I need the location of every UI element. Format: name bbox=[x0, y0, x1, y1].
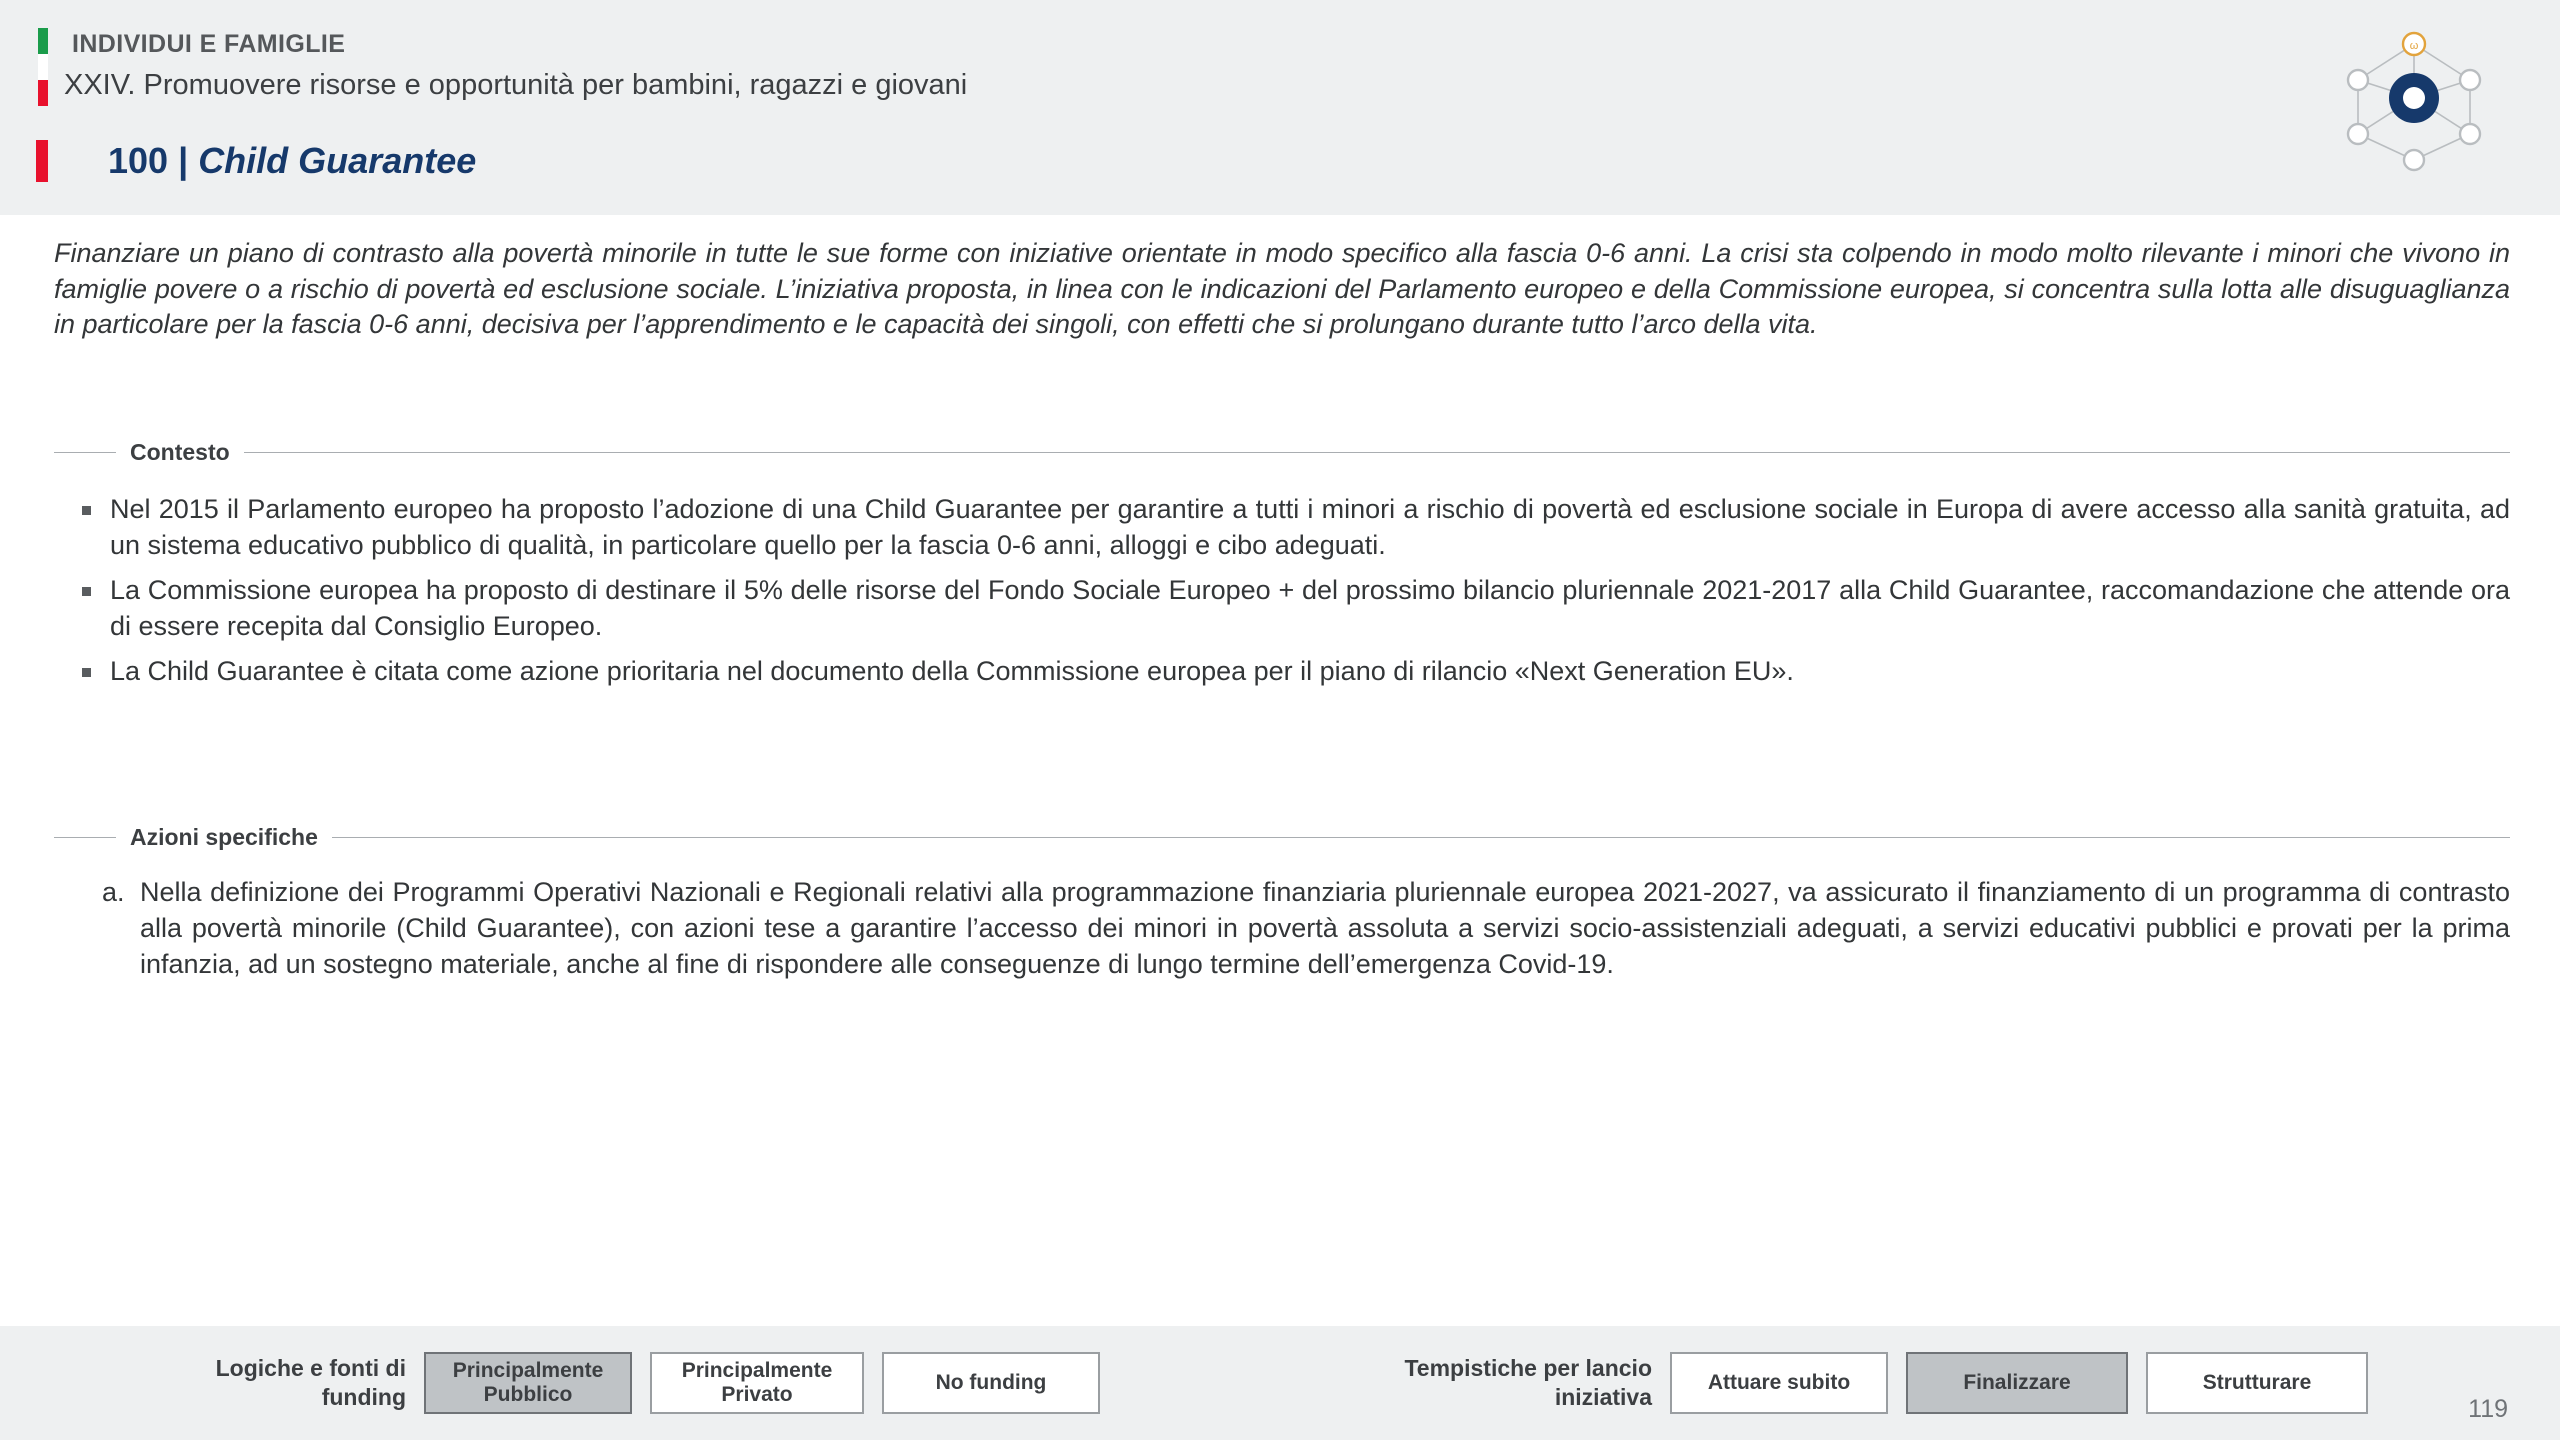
divider-left bbox=[54, 452, 116, 453]
flag-white-bar bbox=[38, 54, 48, 80]
divider-right bbox=[244, 452, 2510, 453]
timing-option-finalizzare[interactable]: Finalizzare bbox=[1906, 1352, 2128, 1414]
list-item bbox=[54, 875, 2510, 983]
flag-green-bar bbox=[38, 28, 48, 54]
italian-flag-accent bbox=[38, 28, 48, 106]
section-contesto-label: Contesto bbox=[130, 438, 230, 465]
section-contesto bbox=[54, 440, 2510, 699]
page-title-separator: | bbox=[178, 140, 189, 181]
list-item-text: La Child Guarantee è citata come azione prioritaria nel documento della Commissione europea per il piano di rilancio «Next Generation EU». bbox=[110, 655, 1794, 686]
page-title-name: Child Guarantee bbox=[198, 140, 477, 181]
bullet-square-icon bbox=[82, 506, 91, 515]
section-azioni-header bbox=[54, 825, 2510, 849]
list-item-text: Nella definizione dei Programmi Operativi Nazionali e Regionali relativi alla programmazione finanziaria pluriennale europea 2021-2027, va assicurato il finanziamento di un programma di contrasto alla povertà minorile (Child Guarantee), con azioni tese a garantire l’accesso dei minori in povertà assoluta a servizi socio-assistenziali adeguati, a servizi educativi pubblici e provati per la prima infanzia, ad un sostegno materiale, anche al fine di rispondere alle conseguenze di lungo termine dell’emergenza Covid-19. bbox=[140, 877, 2510, 979]
header-subtitle: XXIV. Promuovere risorse e opportunità per bambini, ragazzi e giovani bbox=[64, 69, 968, 101]
list-item bbox=[54, 573, 2510, 645]
funding-option-no-funding[interactable]: No funding bbox=[882, 1352, 1100, 1414]
funding-option-privato[interactable]: Principalmente Privato bbox=[650, 1352, 864, 1414]
page-title-number: 100 bbox=[108, 140, 169, 181]
funding-option-pubblico[interactable]: Principalmente Pubblico bbox=[424, 1352, 632, 1414]
header-red-accent bbox=[36, 140, 48, 182]
section-azioni-specifiche bbox=[54, 825, 2510, 983]
flag-red-bar bbox=[38, 80, 48, 106]
italia-domani-logo bbox=[2334, 28, 2494, 178]
contesto-bullet-list bbox=[54, 492, 2510, 690]
slide-footer bbox=[0, 1326, 2560, 1440]
page-number: 119 bbox=[2468, 1395, 2508, 1423]
list-item-text: Nel 2015 il Parlamento europeo ha proposto l’adozione di una Child Guarantee per garantire a tutti i minori a rischio di povertà ed esclusione sociale in Europa di avere accesso alla sanità gratuita, ad un sistema educativo pubblico di qualità, in particolare quello per la fascia 0-6 anni, alloggi e cibo adeguati. bbox=[110, 494, 2510, 560]
timing-option-strutturare[interactable]: Strutturare bbox=[2146, 1352, 2368, 1414]
divider-left bbox=[54, 837, 116, 838]
intro-paragraph: Finanziare un piano di contrasto alla povertà minorile in tutte le sue forme con iniziative orientate in modo specifico alla fascia 0-6 anni. La crisi sta colpendo in modo molto rilevante i minori che vivono in famiglie povere o a rischio di povertà ed esclusione sociale. L’iniziativa proposta, in linea con le indicazioni del Parlamento europeo e della Commissione europea, si concentra sulla lotta alle disuguaglianza in particolare per la fascia 0-6 anni, decisiva per l’apprendimento e le capacità dei singoli, con effetti che si prolungano durante tutto l’arco della vita. bbox=[54, 238, 2510, 340]
list-item bbox=[54, 654, 2510, 690]
timing-group bbox=[1336, 1352, 2368, 1414]
azioni-list bbox=[54, 875, 2510, 983]
timing-option-attuare-subito[interactable]: Attuare subito bbox=[1670, 1352, 1888, 1414]
list-item bbox=[54, 492, 2510, 564]
list-item-text: La Commissione europea ha proposto di destinare il 5% delle risorse del Fondo Sociale Europeo + del prossimo bilancio pluriennale 2021-2017 alla Child Guarantee, raccomandazione che attende ora di essere recepita dal Consiglio Europeo. bbox=[110, 574, 2510, 641]
section-azioni-label: Azioni specifiche bbox=[130, 823, 318, 850]
slide-header bbox=[0, 0, 2560, 215]
divider-right bbox=[332, 837, 2510, 838]
section-contesto-header bbox=[54, 440, 2510, 464]
funding-label: Logiche e fonti di funding bbox=[215, 1355, 406, 1410]
bullet-square-icon bbox=[82, 668, 91, 677]
header-kicker: INDIVIDUI E FAMIGLIE bbox=[72, 30, 346, 58]
list-item-marker: a. bbox=[102, 877, 125, 907]
timing-label: Tempistiche per lancio iniziativa bbox=[1404, 1355, 1652, 1410]
bullet-square-icon bbox=[82, 587, 91, 596]
page-title bbox=[108, 140, 476, 182]
svg-text:ω: ω bbox=[2409, 40, 2419, 52]
funding-group bbox=[168, 1352, 1100, 1414]
